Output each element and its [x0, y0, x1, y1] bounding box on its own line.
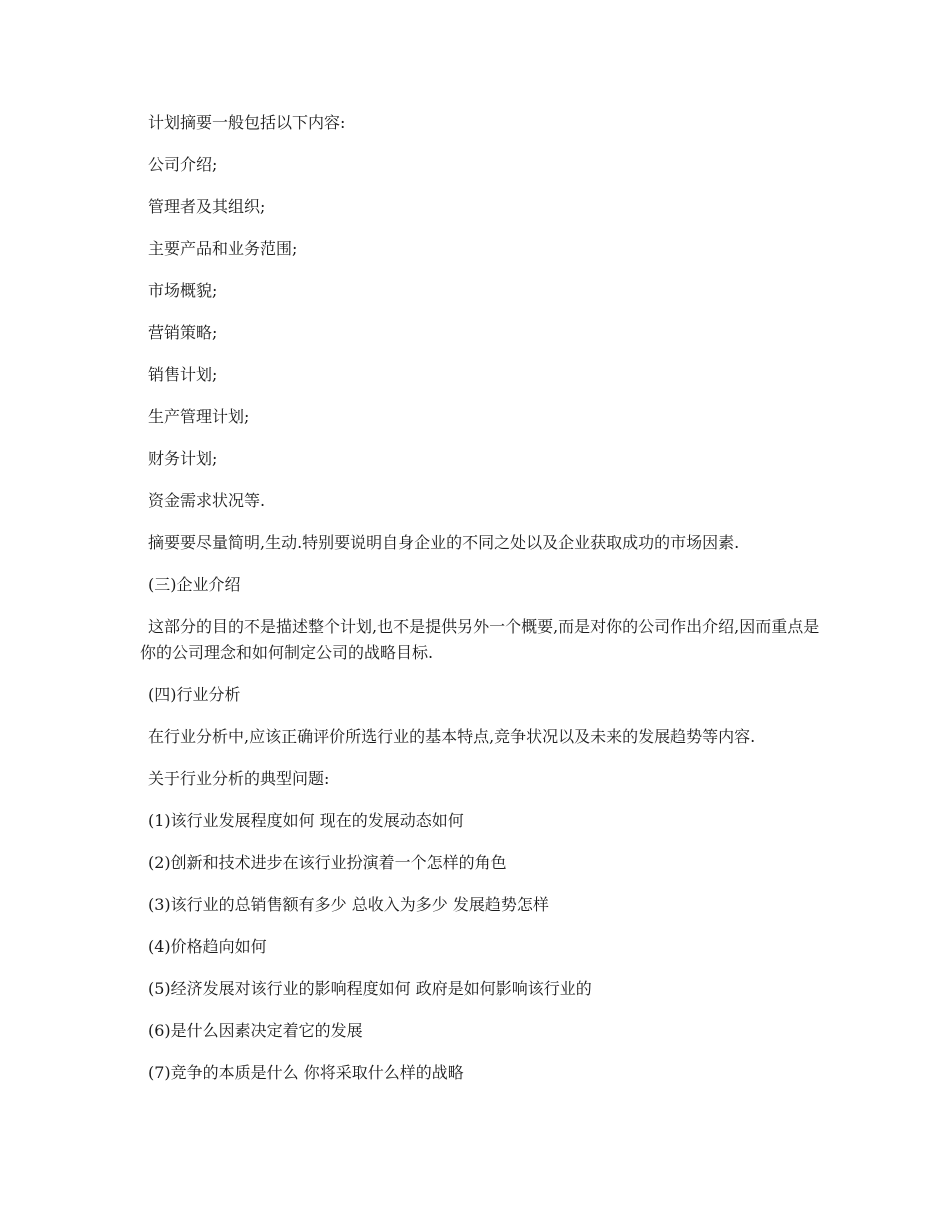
- section-heading-company: (三)企业介绍: [148, 575, 241, 594]
- section-heading-industry: (四)行业分析: [148, 685, 241, 704]
- question-item-2: (2)创新和技术进步在该行业扮演着一个怎样的角色: [148, 853, 507, 872]
- question-item-1: (1)该行业发展程度如何 现在的发展动态如何: [148, 811, 464, 830]
- paragraph-questions-intro: 关于行业分析的典型问题:: [148, 769, 330, 788]
- paragraph-products: 主要产品和业务范围;: [148, 239, 298, 258]
- paragraph-marketing: 营销策略;: [148, 323, 218, 342]
- paragraph-finance: 财务计划;: [148, 449, 218, 468]
- paragraph-funding: 资金需求状况等.: [148, 491, 266, 510]
- question-item-5: (5)经济发展对该行业的影响程度如何 政府是如何影响该行业的: [148, 979, 592, 998]
- question-item-7: (7)竞争的本质是什么 你将采取什么样的战略: [148, 1063, 464, 1082]
- question-item-6: (6)是什么因素决定着它的发展: [148, 1021, 363, 1040]
- document-body: [140, 110, 820, 1102]
- question-item-4: (4)价格趋向如何: [148, 937, 267, 956]
- paragraph-summary-note: 摘要要尽量简明,生动.特别要说明自身企业的不同之处以及企业获取成功的市场因素.: [148, 533, 740, 552]
- paragraph-management: 管理者及其组织;: [148, 197, 266, 216]
- paragraph-production: 生产管理计划;: [148, 407, 250, 426]
- paragraph-summary-intro: 计划摘要一般包括以下内容:: [148, 113, 346, 132]
- paragraph-sales: 销售计划;: [148, 365, 218, 384]
- question-item-3: (3)该行业的总销售额有多少 总收入为多少 发展趋势怎样: [148, 895, 549, 914]
- paragraph-company-description: 这部分的目的不是描述整个计划,也不是提供另外一个概要,而是对你的公司作出介绍,因而重点是你的公司理念和如何制定公司的战略目标.: [140, 617, 820, 662]
- paragraph-market: 市场概貌;: [148, 281, 218, 300]
- paragraph-company-intro: 公司介绍;: [148, 155, 218, 174]
- paragraph-industry-analysis: 在行业分析中,应该正确评价所选行业的基本特点,竞争状况以及未来的发展趋势等内容.: [148, 727, 756, 746]
